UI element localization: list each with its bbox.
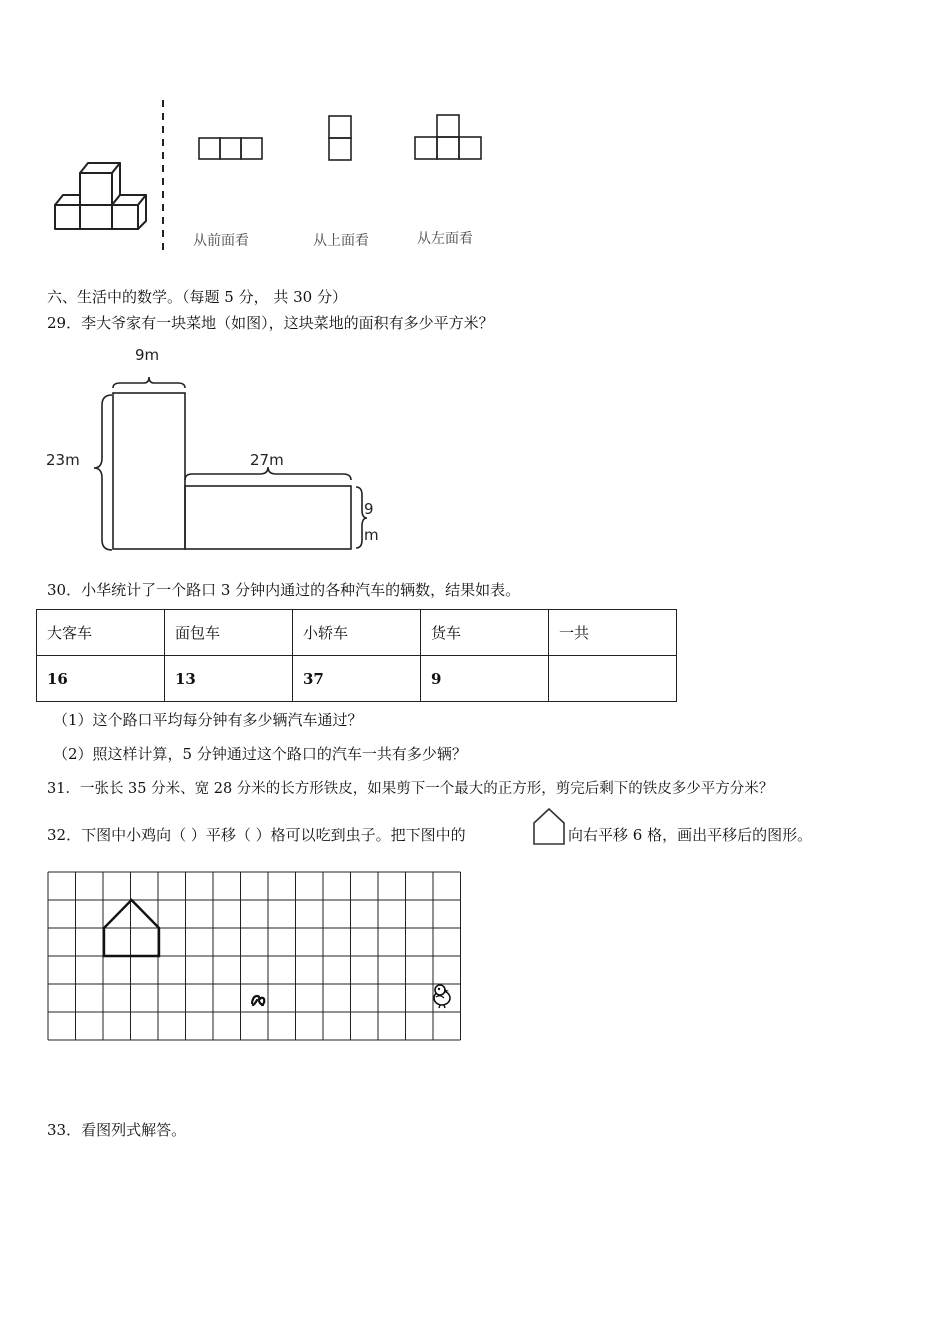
front-view-shape bbox=[197, 136, 267, 162]
translation-grid bbox=[46, 869, 464, 1045]
question-30-sub-1: （1）这个路口平均每分钟有多少辆汽车通过？ bbox=[53, 711, 363, 729]
bug-icon bbox=[252, 996, 264, 1005]
section-heading: 六、生活中的数学。（每题 5 分， 共 30 分） bbox=[47, 288, 347, 306]
question-29-text: 29．李大爷家有一块菜地（如图），这块菜地的面积有多少平方米？ bbox=[47, 314, 494, 332]
header-cell: 大客车 bbox=[37, 610, 165, 656]
value-cell: 9 bbox=[421, 656, 549, 702]
front-view-label: 从前面看 bbox=[193, 233, 249, 249]
chick-icon bbox=[434, 985, 450, 1008]
left-view-label: 从左面看 bbox=[417, 231, 473, 247]
dim-top-width: 9m bbox=[135, 346, 160, 364]
dashed-divider bbox=[158, 100, 168, 250]
vehicle-count-table bbox=[36, 609, 677, 702]
cube-stack-figure bbox=[50, 155, 155, 235]
header-cell: 一共 bbox=[549, 610, 677, 656]
top-view-label: 从上面看 bbox=[313, 233, 369, 249]
table-header-row bbox=[37, 610, 677, 656]
top-view-shape bbox=[327, 114, 355, 162]
value-cell: 37 bbox=[293, 656, 421, 702]
value-cell: 13 bbox=[165, 656, 293, 702]
question-30-text: 30．小华统计了一个路口 3 分钟内通过的各种汽车的辆数，结果如表。 bbox=[47, 581, 521, 599]
header-cell: 小轿车 bbox=[293, 610, 421, 656]
table-value-row bbox=[37, 656, 677, 702]
dim-left-height: 23m bbox=[46, 451, 80, 469]
dim-right-height-number: 9 bbox=[364, 500, 374, 518]
header-cell: 面包车 bbox=[165, 610, 293, 656]
value-cell: 16 bbox=[37, 656, 165, 702]
question-32-text-after: 向右平移 6 格，画出平移后的图形。 bbox=[568, 826, 813, 844]
question-31-text: 31．一张长 35 分米、宽 28 分米的长方形铁皮，如果剪下一个最大的正方形，剪完后剩下的铁皮多少平方分米？ bbox=[47, 781, 774, 797]
header-cell: 货车 bbox=[421, 610, 549, 656]
question-30-sub-2: （2）照这样计算，5 分钟通过这个路口的汽车一共有多少辆？ bbox=[53, 745, 467, 763]
house-shape-icon bbox=[531, 807, 567, 847]
value-cell bbox=[549, 656, 677, 702]
question-32-text-before: 32．下图中小鸡向（ ）平移（ ）格可以吃到虫子。把下图中的 bbox=[47, 826, 466, 844]
dim-right-width: 27m bbox=[250, 451, 284, 469]
dim-right-height-unit: m bbox=[364, 526, 379, 544]
left-view-shape bbox=[413, 113, 483, 161]
question-33-text: 33．看图列式解答。 bbox=[47, 1121, 187, 1139]
garden-plot-figure bbox=[40, 340, 400, 560]
